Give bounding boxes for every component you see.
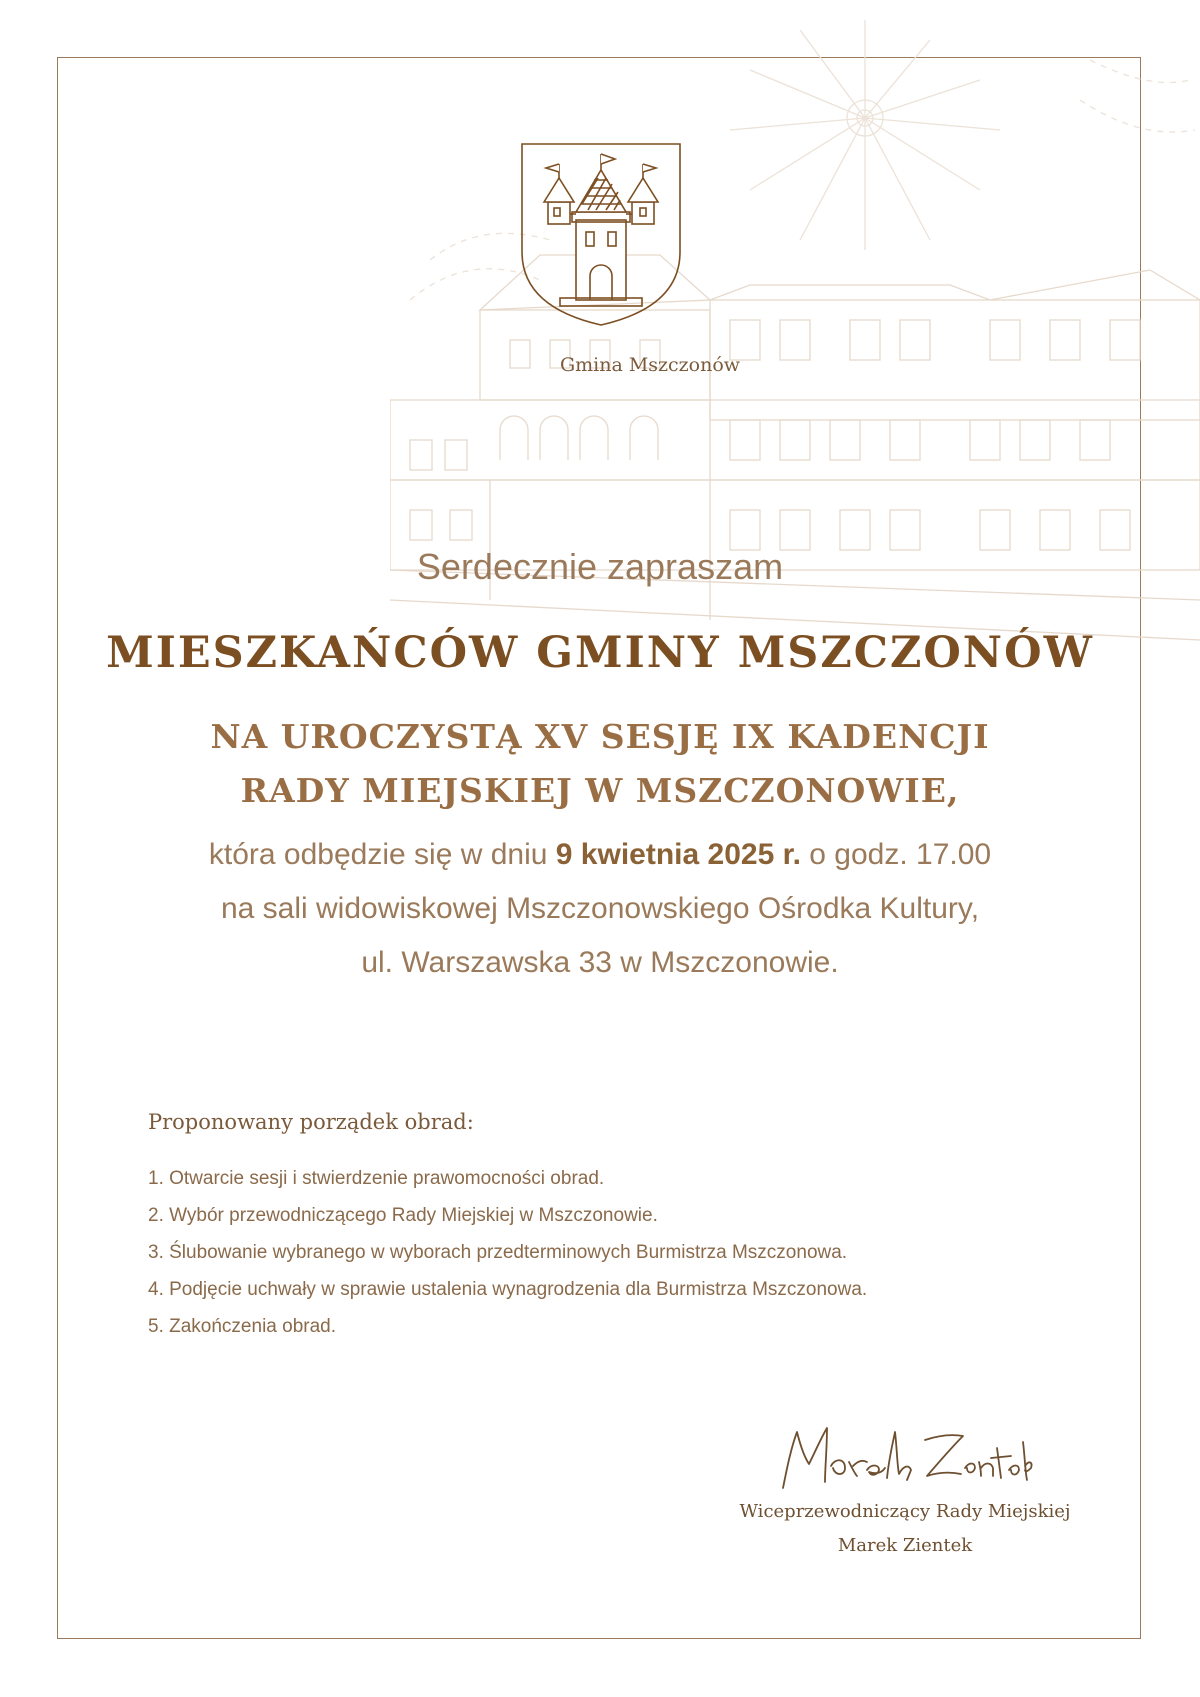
session-title bbox=[60, 710, 1140, 818]
address-line: ul. Warszawska 33 w Mszczonowie. bbox=[361, 946, 839, 979]
signatory-block bbox=[700, 1495, 1110, 1563]
agenda-item: 3. Ślubowanie wybranego w wyborach przedterminowych Burmistrza Mszczonowa. bbox=[148, 1242, 848, 1263]
session-time: o godz. 17.00 bbox=[809, 838, 992, 871]
session-details bbox=[60, 828, 1140, 990]
invitation-headline: MIESZKAŃCÓW GMINY MSZCZONÓW bbox=[106, 628, 1094, 678]
agenda-item: 2. Wybór przewodniczącego Rady Miejskiej w Mszczonowie. bbox=[148, 1205, 658, 1226]
agenda-list bbox=[148, 1160, 867, 1345]
municipality-name: Gmina Mszczonów bbox=[559, 354, 741, 376]
agenda-title: Proponowany porządek obrad: bbox=[148, 1110, 474, 1134]
session-title-line: NA UROCZYSTĄ XV SESJĘ IX KADENCJI bbox=[210, 717, 990, 756]
agenda-item: 4. Podjęcie uchwały w sprawie ustalenia wynagrodzenia dla Burmistrza Mszczonowa. bbox=[148, 1279, 868, 1300]
agenda-item: 1. Otwarcie sesji i stwierdzenie prawomocności obrad. bbox=[148, 1168, 605, 1189]
agenda-item: 5. Zakończenia obrad. bbox=[148, 1316, 337, 1337]
venue-line: na sali widowiskowej Mszczonowskiego Ośrodka Kultury, bbox=[220, 892, 980, 925]
session-title-line: RADY MIEJSKIEJ W MSZCZONOWIE, bbox=[240, 771, 960, 810]
session-date: 9 kwietnia 2025 r. bbox=[555, 838, 801, 871]
date-line bbox=[60, 828, 1140, 882]
date-prefix: która odbędzie się w dniu bbox=[208, 838, 548, 871]
coat-of-arms-icon bbox=[520, 142, 682, 327]
signatory-name: Marek Zientek bbox=[837, 1535, 973, 1556]
handwritten-signature bbox=[775, 1418, 1035, 1498]
signatory-role: Wiceprzewodniczący Rady Miejskiej bbox=[739, 1501, 1071, 1522]
invitation-intro: Serdecznie zapraszam bbox=[416, 546, 784, 587]
